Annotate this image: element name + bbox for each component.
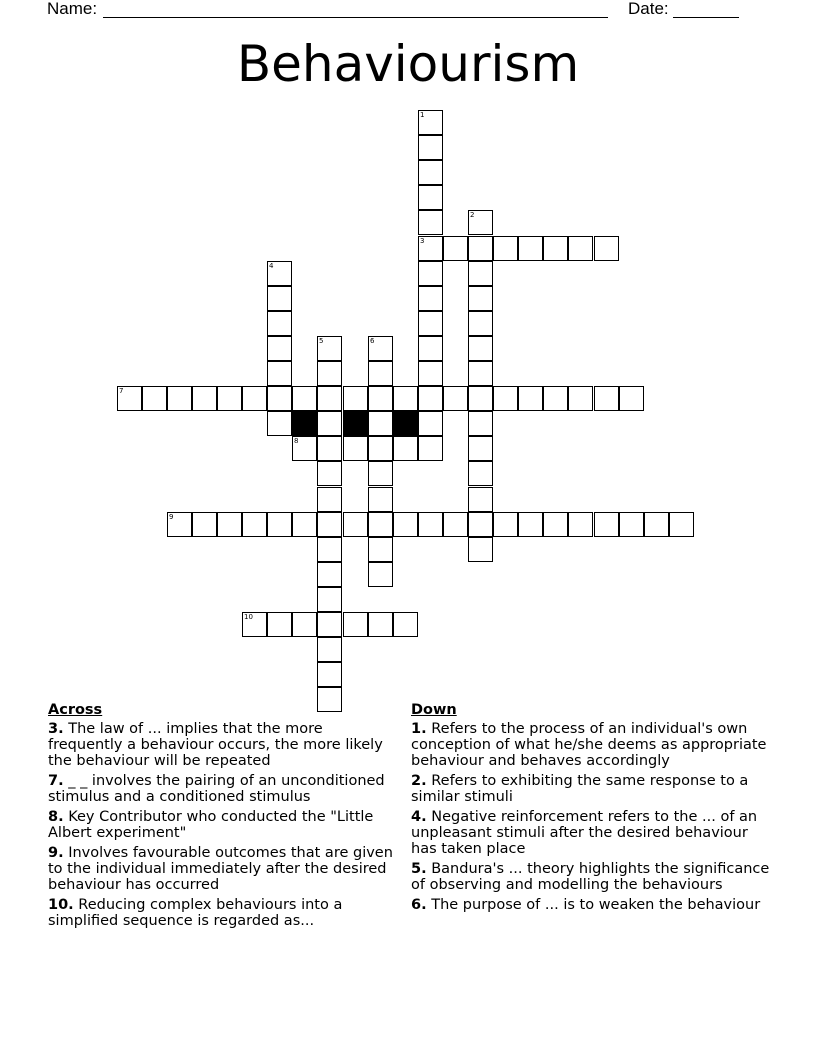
crossword-cell[interactable] [242,512,267,537]
crossword-cell[interactable] [468,411,493,436]
crossword-cell[interactable] [267,361,292,386]
crossword-cell[interactable] [368,361,393,386]
crossword-cell[interactable] [468,487,493,512]
crossword-cell[interactable] [368,386,393,411]
crossword-cell[interactable] [317,386,342,411]
crossword-cell[interactable] [317,512,342,537]
clue-number-label: 2. [411,773,427,789]
across-clue [48,809,398,841]
crossword-cell[interactable] [317,436,342,461]
crossword-cell[interactable] [267,612,292,637]
crossword-cell[interactable] [468,537,493,562]
clue-number-label: 9. [48,845,64,861]
crossword-cell[interactable] [267,411,292,436]
crossword-cell[interactable] [543,386,568,411]
clue-text: Reducing complex behaviours into a simplified sequence is regarded as... [48,897,343,929]
crossword-cell[interactable] [217,386,242,411]
clue-number-label: 7. [48,773,64,789]
crossword-cell[interactable] [543,512,568,537]
clue-text: The law of ... implies that the more frequently a behaviour occurs, the more likely the behaviour will be repeated [48,721,383,769]
clue-number: 4 [269,262,274,270]
crossword-cell[interactable] [317,487,342,512]
clue-number: 8 [294,437,299,445]
down-clue [411,773,771,805]
crossword-cell[interactable] [594,512,619,537]
crossword-cell[interactable] [619,512,644,537]
clue-number-label: 3. [48,721,64,737]
crossword-cell[interactable] [343,612,368,637]
crossword-cell[interactable] [393,512,418,537]
clue-number: 2 [470,211,475,219]
crossword-cell[interactable] [493,512,518,537]
crossword-cell[interactable] [343,436,368,461]
clue-number-label: 10. [48,897,74,913]
crossword-cell[interactable] [393,436,418,461]
across-clue [48,721,398,769]
crossword-cell[interactable] [418,386,443,411]
down-heading: Down [411,702,457,718]
crossword-cell[interactable] [343,386,368,411]
crossword-cell[interactable] [518,512,543,537]
crossword-cell[interactable] [418,286,443,311]
crossword-cell[interactable] [317,637,342,662]
crossword-cell[interactable] [267,386,292,411]
across-clue-list [48,721,398,929]
crossword-cell[interactable] [418,261,443,286]
crossword-cell[interactable] [142,386,167,411]
crossword-cell[interactable] [468,386,493,411]
crossword-cell[interactable] [368,461,393,486]
crossword-cell[interactable] [317,361,342,386]
crossword-cell[interactable] [418,110,443,135]
crossword-cell[interactable] [317,411,342,436]
crossword-cell[interactable] [242,386,267,411]
clue-number-label: 5. [411,861,427,877]
date-label: Date: [628,0,669,18]
crossword-cell[interactable] [468,336,493,361]
crossword-cell[interactable] [393,386,418,411]
crossword-cell[interactable] [192,512,217,537]
down-clues [411,700,771,917]
crossword-cell[interactable] [468,361,493,386]
across-clue [48,773,398,805]
down-clue-list [411,721,771,913]
clue-text: Refers to the process of an individual's own conception of what he/she deems as appropriate behaviour and behaves accordingly [411,721,767,769]
crossword-cell[interactable] [292,512,317,537]
crossword-cell[interactable] [468,210,493,235]
crossword-cell[interactable] [468,461,493,486]
clue-number-label: 1. [411,721,427,737]
crossword-cell[interactable] [117,386,142,411]
down-clue [411,721,771,769]
crossword-cell[interactable] [418,436,443,461]
across-clue [48,897,398,929]
crossword-cell[interactable] [418,160,443,185]
crossword-cell[interactable] [418,336,443,361]
name-label: Name: [47,0,98,18]
crossword-cell[interactable] [317,336,342,361]
down-clue [411,897,771,913]
crossword-cell[interactable] [368,436,393,461]
crossword-cell[interactable] [443,236,468,261]
crossword-cell[interactable] [594,236,619,261]
clue-number-label: 6. [411,897,427,913]
name-field[interactable] [103,17,608,18]
crossword-cell[interactable] [418,411,443,436]
crossword-cell[interactable] [368,612,393,637]
clue-number: 1 [420,111,425,119]
crossword-cell[interactable] [493,236,518,261]
crossword-cell[interactable] [317,587,342,612]
clue-number: 10 [244,613,253,621]
crossword-cell[interactable] [167,386,192,411]
crossword-cell[interactable] [368,537,393,562]
black-cell [343,411,368,436]
crossword-cell[interactable] [267,261,292,286]
crossword-cell[interactable] [468,512,493,537]
crossword-cell[interactable] [518,386,543,411]
clue-text: Negative reinforcement refers to the ... of an unpleasant stimuli after the desired behaviour has taken place [411,809,758,857]
clue-number: 3 [420,237,425,245]
clue-number-label: 8. [48,809,64,825]
crossword-cell[interactable] [418,135,443,160]
crossword-cell[interactable] [292,436,317,461]
crossword-cell[interactable] [317,562,342,587]
clue-text: Involves favourable outcomes that are given to the individual immediately after the desired behaviour has occurred [48,845,393,893]
clue-text: Key Contributor who conducted the "Little Albert experiment" [48,809,374,841]
crossword-cell[interactable] [568,512,593,537]
crossword-cell[interactable] [669,512,694,537]
crossword-cell[interactable] [468,261,493,286]
down-clue [411,809,771,857]
crossword-cell[interactable] [267,311,292,336]
crossword-cell[interactable] [468,236,493,261]
crossword-cell[interactable] [418,311,443,336]
crossword-cell[interactable] [543,236,568,261]
crossword-cell[interactable] [468,311,493,336]
crossword-cell[interactable] [368,411,393,436]
crossword-cell[interactable] [192,386,217,411]
crossword-cell[interactable] [644,512,669,537]
crossword-cell[interactable] [317,662,342,687]
across-clues [48,700,398,933]
crossword-cell[interactable] [418,512,443,537]
across-heading: Across [48,702,103,718]
crossword-cell[interactable] [418,185,443,210]
crossword-cell[interactable] [393,612,418,637]
clue-number: 6 [370,337,375,345]
crossword-cell[interactable] [468,286,493,311]
crossword-cell[interactable] [418,210,443,235]
crossword-cell[interactable] [443,512,468,537]
crossword-cell[interactable] [443,386,468,411]
crossword-cell[interactable] [267,512,292,537]
crossword-cell[interactable] [568,386,593,411]
crossword-cell[interactable] [167,512,192,537]
crossword-cell[interactable] [317,537,342,562]
crossword-cell[interactable] [518,236,543,261]
crossword-cell[interactable] [468,436,493,461]
crossword-cell[interactable] [292,612,317,637]
crossword-cell[interactable] [242,612,267,637]
clue-text: Refers to exhibiting the same response to a similar stimuli [411,773,749,805]
crossword-cell[interactable] [493,386,518,411]
crossword-cell[interactable] [568,236,593,261]
crossword-cell[interactable] [368,512,393,537]
crossword-cell[interactable] [594,386,619,411]
crossword-cell[interactable] [267,286,292,311]
clue-text: The purpose of ... is to weaken the behaviour [431,897,761,913]
down-clue [411,861,771,893]
crossword-cell[interactable] [368,336,393,361]
crossword-cell[interactable] [368,487,393,512]
clue-number: 5 [319,337,324,345]
across-clue [48,845,398,893]
page-title: Behaviourism [236,35,580,93]
clue-number: 7 [119,387,124,395]
crossword-cell[interactable] [317,612,342,637]
crossword-cell[interactable] [418,361,443,386]
crossword-cell[interactable] [317,461,342,486]
crossword-cell[interactable] [418,236,443,261]
crossword-cell[interactable] [217,512,242,537]
crossword-cell[interactable] [343,512,368,537]
crossword-cell[interactable] [267,336,292,361]
black-cell [292,411,317,436]
crossword-cell[interactable] [619,386,644,411]
clue-number-label: 4. [411,809,427,825]
header [0,0,816,30]
crossword-cell[interactable] [292,386,317,411]
clue-text: Bandura's ... theory highlights the significance of observing and modelling the behaviours [411,861,770,893]
clue-text: _ _ involves the pairing of an unconditioned stimulus and a conditioned stimulus [48,773,385,805]
date-field[interactable] [673,17,739,18]
clue-number: 9 [169,513,174,521]
crossword-cell[interactable] [368,562,393,587]
black-cell [393,411,418,436]
